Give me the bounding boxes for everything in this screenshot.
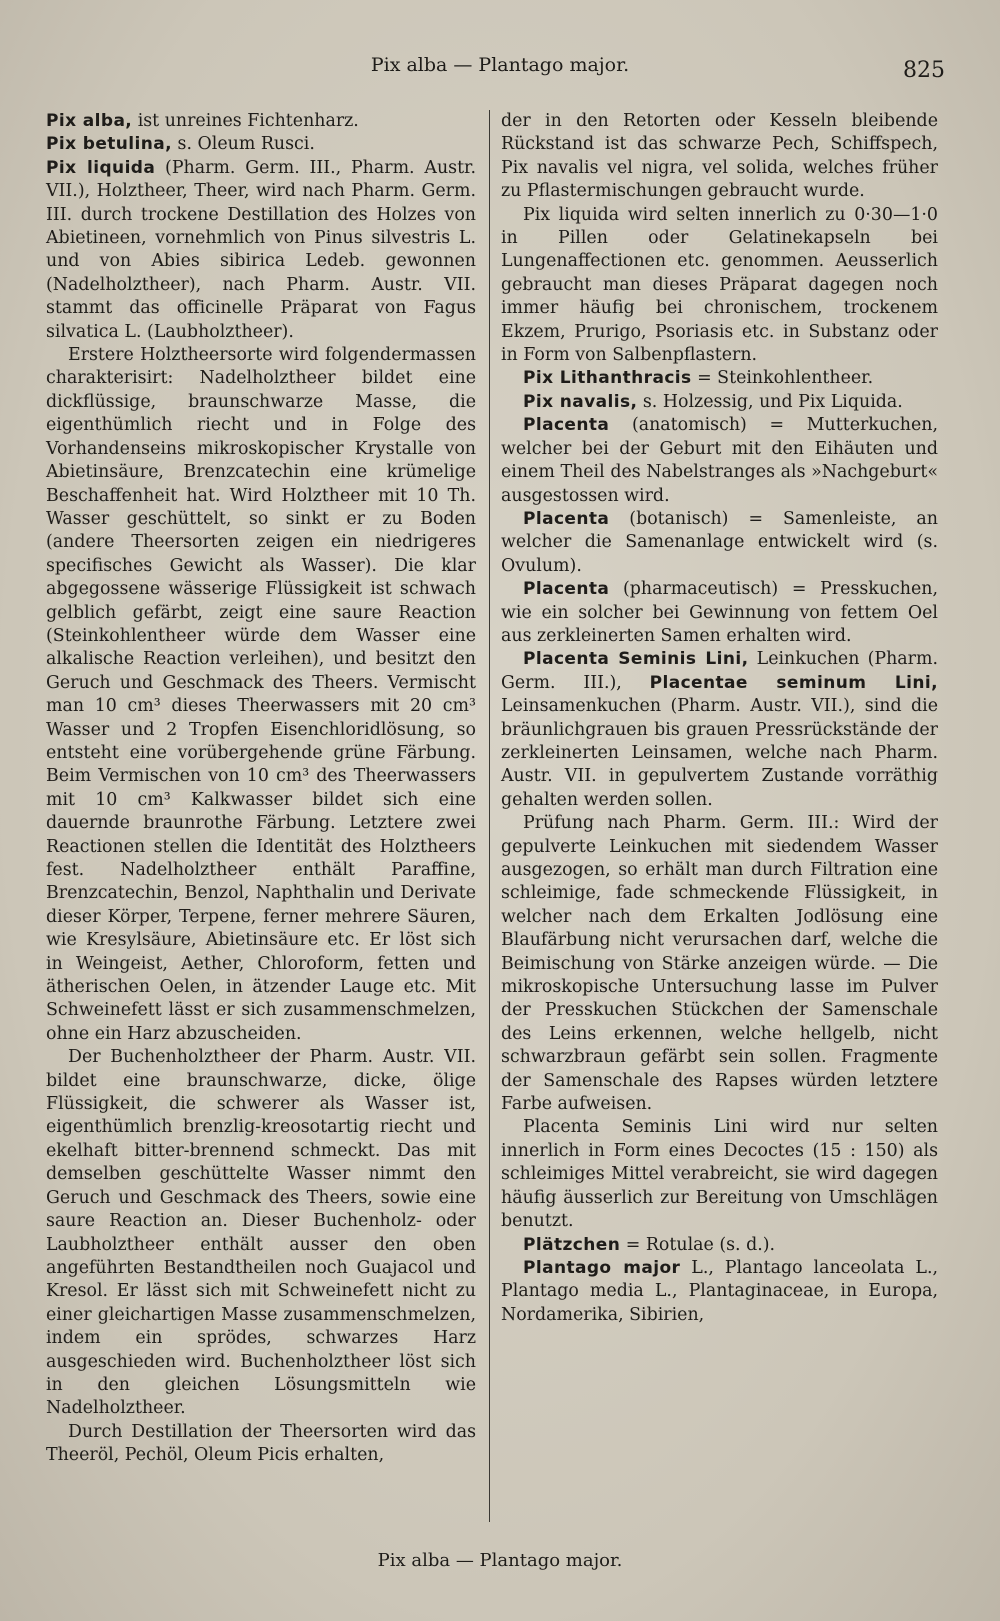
entry-text: L., Plantago lanceolata L., Plantago media L., Plantaginaceae, in Europa, Nordamerika, Sibirien,	[501, 1257, 939, 1325]
headword: Placenta Seminis Lini,	[523, 649, 749, 670]
paragraph: Pix liquida wird selten innerlich zu 0·30—1·0 in Pillen oder Gelatinekapseln bei Lungenaffectionen etc. genommen. Aeusserlich gebraucht man dieses Präparat dagegen noch immer häufig bei chronischem, trockenem Ekzem, Prurigo, Psoriasis etc. in Substanz oder in Form von Salbenpflastern.	[501, 204, 938, 366]
entry-text: Leinsamenkuchen (Pharm. Austr. VII.), sind die bräunlichgrauen bis grauen Pressrückstände der zerkleinerten Leinsamen, welche nach Pharm. Austr. VII. in gepulvertem Zustande vorräthig gehalten werden sollen.	[501, 696, 938, 810]
headword: Placentae seminum Lini,	[649, 672, 938, 693]
entry-pix-navalis	[501, 391, 938, 414]
entry-text: s. Oleum Rusci.	[172, 134, 315, 155]
entry-text: ist unreines Fichtenharz.	[132, 111, 359, 131]
entry-placenta-pharmaceutisch	[501, 578, 938, 648]
headword: Plantago major	[523, 1257, 681, 1278]
entry-placenta-anatomisch	[501, 414, 938, 508]
entry-text: s. Holzessig, und Pix Liquida.	[637, 391, 903, 412]
entry-text: (anatomisch) = Mutterkuchen, welcher bei der Geburt mit den Eihäuten und einem Theil des Nabelstranges als »Nachgeburt« ausgestossen wird.	[501, 415, 938, 506]
entry-text: (Pharm. Germ. III., Pharm. Austr. VII.), Holztheer, Theer, wird nach Pharm. Germ. III. durch trockene Destillation des Holzes von Abietineen, vornehmlich von Pinus silvestris L. und von Abies sibirica Ledeb. gewonnen (Nadelholztheer), nach Pharm. Austr. VII. stammt das officinelle Präparat von Fagus silvatica L. (Laubholztheer).	[46, 157, 476, 342]
headword: Placenta	[523, 415, 610, 436]
running-foot: Pix alba — Plantago major.	[377, 1550, 623, 1571]
headword: Pix liquida	[46, 157, 156, 178]
headword: Placenta	[523, 508, 610, 529]
headword: Plätzchen	[523, 1234, 621, 1255]
running-head: Pix alba — Plantago major.	[370, 54, 630, 76]
entry-placenta-seminis-lini	[501, 648, 938, 812]
entry-plantago-major	[501, 1257, 938, 1327]
headword: Pix navalis,	[523, 391, 638, 412]
paragraph: Prüfung nach Pharm. Germ. III.: Wird der gepulverte Leinkuchen mit siedendem Wasser ausgezogen, so erhält man durch Filtration eine schleimige, fade schmeckende Flüssigkeit, in welcher nach dem Erkalten Jodlösung eine Blaufärbung nicht verursachen darf, welche die Beimischung von Stärke anzeigen würde. — Die mikroskopische Untersuchung lasse im Pulver der Presskuchen Stückchen der Samenschale des Leins erkennen, welche hellgelb, nicht schwarzbraun gefärbt sein sollen. Fragmente der Samenschale des Rapses würden letztere Farbe aufweisen.	[501, 813, 938, 1115]
column-divider	[489, 110, 490, 1522]
entry-text: (pharmaceutisch) = Presskuchen, wie ein solcher bei Gewinnung von fettem Oel aus zerkleinerten Samen erhalten wird.	[501, 579, 938, 646]
page-number: 825	[903, 58, 945, 83]
entry-text: = Rotulae (s. d.).	[620, 1234, 776, 1255]
entry-pix-lithanthracis	[501, 367, 938, 390]
entry-pix-alba	[46, 110, 476, 133]
entry-pix-liquida	[46, 157, 476, 344]
entry-text: = Steinkohlentheer.	[691, 368, 874, 389]
paragraph: Placenta Seminis Lini wird nur selten innerlich in Form eines Decoctes (15 : 150) als schleimiges Mittel verabreicht, sie wird dagegen häufig äusserlich zur Bereitung von Umschlägen benutzt.	[501, 1117, 938, 1232]
right-column	[501, 110, 938, 1327]
entry-text: (botanisch) = Samenleiste, an welcher die Samenanlage entwickelt wird (s. Ovulum).	[501, 508, 938, 576]
paragraph: Erstere Holztheersorte wird folgendermassen charakterisirt: Nadelholztheer bildet eine dickflüssige, braunschwarze Masse, die eigenthümlich riecht und in Folge des Vorhandenseins mikroskopischer Krystalle von Abietinsäure, Brenzcatechin eine krümelige Beschaffenheit hat. Wird Holztheer mit 10 Th. Wasser geschüttelt, so sinkt er zu Boden (andere Theersorten zeigen ein niedrigeres specifisches Gewicht als Wasser). Die klar abgegossene wässerige Flüssigkeit ist schwach gelblich gefärbt, zeigt eine saure Reaction (Steinkohlentheer würde dem Wasser eine alkalische Reaction verleihen), und besitzt den Geruch und Geschmack des Theers. Vermischt man 10 cm³ dieses Theerwassers mit 20 cm³ Wasser und 2 Tropfen Eisenchloridlösung, so entsteht eine vorübergehende grüne Färbung. Beim Vermischen von 10 cm³ des Theerwassers mit 10 cm³ Kalkwasser bildet sich eine dauernde braunrothe Färbung. Letztere zwei Reactionen stellen die Identität des Holztheers fest. Nadelholztheer enthält Paraffine, Brenzcatechin, Benzol, Naphthalin und Derivate dieser Körper, Terpene, ferner mehrere Säuren, wie Kresylsäure, Abietinsäure etc. Er löst sich in Weingeist, Aether, Chloroform, fetten und ätherischen Oelen, in ätzender Lauge etc. Mit Schweinefett lässt er sich zusammenschmelzen, ohne ein Harz abzuscheiden.	[46, 345, 476, 1044]
entry-placenta-botanisch	[501, 508, 938, 578]
headword: Pix alba,	[46, 111, 133, 131]
headword: Pix Lithanthracis	[523, 368, 692, 389]
paragraph: der in den Retorten oder Kesseln bleibende Rückstand ist das schwarze Pech, Schiffspech, Pix navalis vel nigra, vel solida, welches früher zu Pflastermischungen gebraucht wurde.	[501, 111, 938, 202]
headword: Placenta	[523, 579, 610, 600]
entry-text: Leinkuchen (Pharm. Germ. III.),	[501, 649, 938, 693]
entry-plaetzchen	[501, 1234, 938, 1257]
paragraph: Der Buchenholztheer der Pharm. Austr. VII. bildet eine braunschwarze, dicke, ölige Flüssigkeit, die schwerer als Wasser ist, eigenthümlich brenzlig-kreosotartig riecht und ekelhaft bitter-brennend schmeckt. Das mit demselben geschüttelte Wasser nimmt den Geruch und Geschmack des Theers, sowie eine saure Reaction an. Dieser Buchenholz- oder Laubholztheer enthält ausser den oben angeführten Bestandtheilen noch Guajacol und Kresol. Er lässt sich mit Schweinefett nicht zu einer gleichartigen Masse zusammenschmelzen, indem ein sprödes, schwarzes Harz ausgeschieden wird. Buchenholztheer löst sich in den gleichen Lösungsmitteln wie Nadelholztheer.	[46, 1047, 476, 1419]
entry-pix-betulina	[46, 133, 476, 156]
headword: Pix betulina,	[46, 134, 172, 155]
paragraph: Durch Destillation der Theersorten wird das Theeröl, Pechöl, Oleum Picis erhalten,	[46, 1421, 476, 1466]
left-column	[46, 110, 476, 1468]
